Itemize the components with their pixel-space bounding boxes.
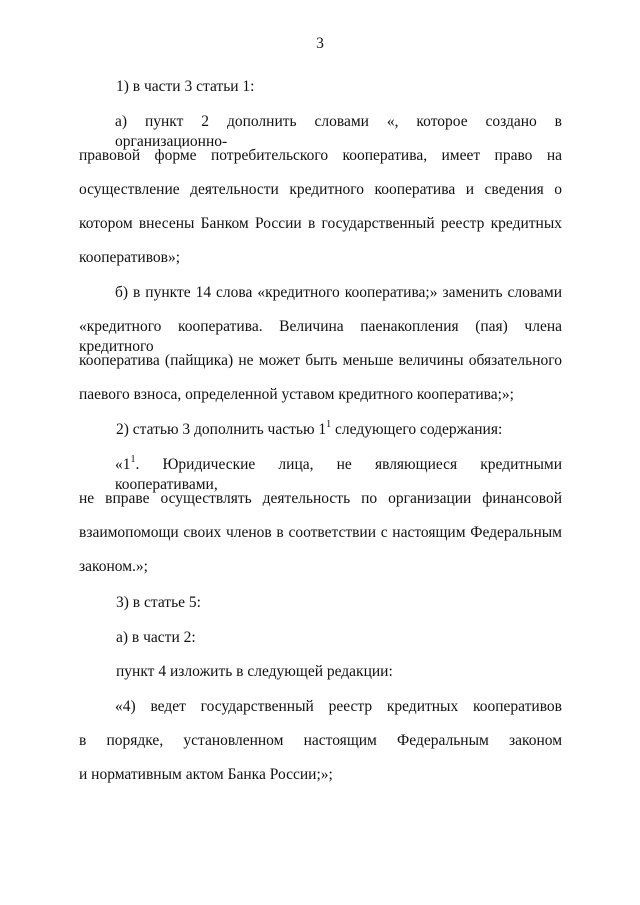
superscript: 1 — [130, 454, 136, 465]
quoted-point-4 — [79, 697, 562, 799]
text-line: кооператива (пайщика) не может быть меньше величины обязательного — [79, 352, 562, 369]
text-line: законом.»; — [79, 558, 148, 575]
quoted-insert-part-1-1 — [79, 455, 562, 591]
paragraph-subitem-a — [79, 112, 562, 282]
text-line: правовой форме потребительского кооператива, имеет право на — [79, 147, 562, 164]
text-line: б) в пункте 14 слова «кредитного кооператива;» заменить словами — [115, 284, 562, 301]
paragraph-item-1: 1) в части 3 статьи 1: — [116, 78, 255, 95]
paragraph-item-3: 3) в статье 5: — [116, 594, 201, 611]
page-number: 3 — [316, 35, 324, 52]
text-line: паевого взноса, определенной уставом кредитного кооператива;»; — [79, 386, 514, 403]
text-line: и нормативным актом Банка России;»; — [79, 766, 333, 783]
text-line — [79, 454, 562, 493]
text-fragment: 2) статью 3 дополнить частью 1 — [116, 421, 327, 438]
text-line: «кредитного кооператива. Величина паенакопления (пая) члена кредитного — [79, 318, 562, 355]
paragraph-subitem-a-2: а) в части 2: — [116, 629, 196, 646]
text-fragment: следующего содержания: — [331, 421, 503, 438]
text-fragment: . Юридические лица, не являющиеся кредитными кооперативами, — [115, 456, 562, 493]
text-line: не вправе осуществлять деятельность по организации финансовой — [79, 490, 562, 507]
text-line: кооперативов»; — [79, 249, 181, 266]
text-line: котором внесены Банком России в государственный реестр кредитных — [79, 215, 562, 232]
text-fragment: «1 — [115, 456, 131, 473]
paragraph-item-2 — [116, 420, 502, 440]
paragraph-subitem-b — [79, 283, 562, 419]
text-line: «4) ведет государственный реестр кредитных кооперативов — [115, 698, 562, 715]
text-line: а) пункт 2 дополнить словами «, которое создано в организационно- — [115, 113, 562, 150]
text-line: взаимопомощи своих членов в соответствии с настоящим Федеральным — [79, 524, 562, 541]
text-line: осуществление деятельности кредитного кооператива и сведения о — [79, 181, 562, 198]
superscript: 1 — [326, 419, 332, 430]
paragraph-instruction: пункт 4 изложить в следующей редакции: — [116, 663, 393, 680]
text-line: в порядке, установленном настоящим Федеральным законом — [79, 732, 562, 749]
